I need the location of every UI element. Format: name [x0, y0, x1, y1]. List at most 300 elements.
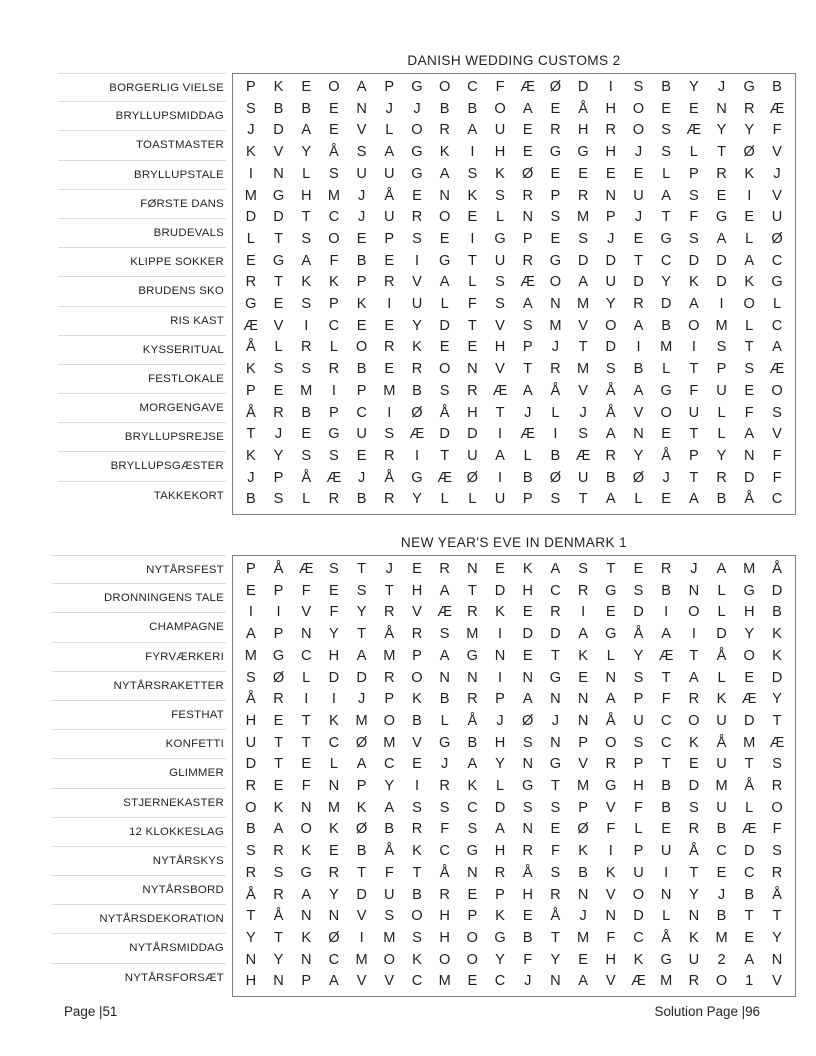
- grid-cell: N: [494, 647, 506, 664]
- grid-cell: I: [608, 843, 613, 860]
- grid-cell: E: [661, 491, 672, 508]
- grid-row: [237, 602, 791, 624]
- grid-cell: M: [244, 647, 257, 664]
- grid-cell: D: [550, 626, 561, 643]
- grid-cell: M: [577, 209, 590, 226]
- grid-cell: J: [662, 469, 670, 486]
- grid-cell: U: [494, 491, 506, 508]
- grid-cell: D: [743, 843, 755, 860]
- grid-cell: Æ: [631, 973, 646, 990]
- grid-cell: O: [328, 230, 340, 247]
- grid-cell: M: [715, 929, 728, 946]
- grid-cell: B: [716, 908, 727, 925]
- grid-cell: L: [717, 582, 726, 599]
- grid-cell: Å: [245, 339, 256, 356]
- grid-cell: B: [772, 604, 782, 621]
- grid-cell: G: [300, 864, 312, 881]
- grid-cell: Y: [412, 491, 422, 508]
- word-list-item: NYTÅRSKYS: [52, 847, 226, 876]
- grid-cell: T: [495, 404, 505, 421]
- grid-cell: L: [302, 165, 311, 182]
- grid-cell: G: [605, 778, 617, 795]
- grid-cell: N: [300, 951, 312, 968]
- grid-row: [237, 229, 791, 251]
- grid-cell: S: [633, 79, 644, 95]
- grid-cell: O: [494, 100, 506, 117]
- grid-cell: G: [466, 647, 479, 664]
- grid-cell: N: [273, 165, 284, 182]
- grid-cell: S: [578, 426, 588, 443]
- grid-cell: M: [577, 296, 590, 313]
- grid-cell: H: [577, 122, 589, 139]
- grid-cell: E: [356, 230, 367, 247]
- grid-cell: M: [300, 382, 313, 399]
- grid-cell: M: [383, 382, 396, 399]
- grid-cell: L: [662, 165, 671, 182]
- grid-cell: Æ: [769, 734, 785, 751]
- grid-cell: R: [550, 361, 561, 378]
- grid-cell: U: [577, 469, 589, 486]
- grid-cell: P: [384, 230, 395, 247]
- grid-cell: R: [605, 122, 617, 139]
- grid-cell: Ø: [549, 79, 562, 95]
- grid-cell: Å: [578, 100, 588, 117]
- grid-cell: I: [664, 604, 669, 621]
- grid-cell: D: [273, 122, 284, 139]
- grid-cell: B: [245, 821, 256, 838]
- grid-cell: K: [605, 864, 616, 881]
- grid-cell: R: [522, 252, 533, 269]
- grid-cell: C: [771, 317, 783, 334]
- grid-cell: Y: [716, 447, 727, 464]
- grid-cell: F: [689, 209, 699, 226]
- grid-cell: A: [356, 756, 367, 773]
- letter-grid-box-1: [232, 73, 796, 515]
- grid-cell: Å: [245, 886, 256, 903]
- grid-cell: S: [412, 230, 422, 247]
- grid-cell: P: [605, 209, 616, 226]
- grid-cell: V: [578, 382, 588, 399]
- grid-cell: G: [328, 426, 340, 443]
- grid-cell: Y: [633, 647, 644, 664]
- grid-cell: I: [553, 426, 558, 443]
- grid-cell: K: [578, 843, 588, 860]
- word-list-item: TAKKEKORT: [153, 489, 224, 502]
- grid-cell: B: [273, 100, 284, 117]
- grid-cell: S: [550, 799, 561, 816]
- grid-row: [237, 928, 791, 950]
- grid-cell: I: [387, 404, 392, 421]
- grid-cell: N: [439, 187, 450, 204]
- grid-cell: S: [384, 426, 395, 443]
- grid-cell: R: [688, 821, 700, 838]
- grid-cell: M: [715, 778, 728, 795]
- grid-cell: L: [745, 799, 754, 816]
- grid-cell: M: [743, 561, 756, 577]
- grid-cell: A: [301, 886, 312, 903]
- grid-cell: T: [301, 734, 311, 751]
- grid-cell: R: [771, 864, 783, 881]
- grid-cell: J: [634, 209, 643, 226]
- grid-cell: A: [688, 669, 699, 686]
- grid-cell: T: [661, 756, 671, 773]
- grid-cell: B: [301, 100, 312, 117]
- grid-cell: K: [688, 734, 699, 751]
- grid-cell: E: [273, 382, 284, 399]
- grid-cell: A: [301, 122, 312, 139]
- grid-cell: I: [470, 230, 475, 247]
- grid-cell: I: [359, 929, 364, 946]
- grid-cell: E: [633, 165, 644, 182]
- grid-cell: S: [301, 361, 312, 378]
- grid-row: [237, 733, 791, 755]
- word-list-2: [52, 534, 226, 993]
- grid-cell: C: [467, 799, 478, 816]
- grid-cell: H: [494, 734, 506, 751]
- grid-cell: Y: [772, 929, 782, 946]
- grid-cell: I: [304, 691, 309, 708]
- grid-cell: H: [605, 951, 617, 968]
- grid-cell: B: [661, 317, 672, 334]
- grid-cell: D: [743, 712, 755, 729]
- grid-cell: T: [550, 929, 560, 946]
- grid-cell: E: [605, 165, 616, 182]
- grid-cell: V: [605, 799, 616, 816]
- grid-cell: L: [772, 296, 782, 313]
- grid-cell: T: [550, 647, 560, 664]
- grid-cell: L: [329, 339, 338, 356]
- grid-cell: S: [550, 491, 561, 508]
- grid-cell: G: [743, 79, 755, 95]
- grid-cell: E: [522, 122, 533, 139]
- grid-cell: L: [634, 491, 643, 508]
- grid-cell: D: [716, 626, 727, 643]
- grid-cell: R: [688, 973, 700, 990]
- grid-cell: A: [439, 647, 450, 664]
- grid-cell: K: [688, 274, 699, 291]
- grid-cell: T: [274, 274, 283, 291]
- grid-cell: G: [549, 144, 562, 161]
- grid-cell: P: [522, 230, 533, 247]
- grid-cell: I: [387, 296, 392, 313]
- grid-cell: N: [300, 908, 312, 925]
- grid-cell: B: [772, 79, 782, 95]
- grid-cell: M: [355, 712, 368, 729]
- word-list-item: GLIMMER: [52, 759, 226, 788]
- grid-cell: U: [633, 187, 644, 204]
- grid-cell: G: [466, 843, 479, 860]
- grid-cell: Å: [772, 886, 782, 903]
- grid-cell: B: [633, 361, 644, 378]
- grid-cell: K: [772, 647, 782, 664]
- grid-cell: J: [579, 908, 587, 925]
- grid-cell: S: [329, 447, 339, 464]
- grid-cell: A: [688, 296, 699, 313]
- grid-cell: Y: [772, 691, 782, 708]
- grid-cell: T: [274, 230, 283, 247]
- grid-cell: S: [439, 626, 450, 643]
- grid-cell: Y: [356, 604, 367, 621]
- grid-cell: R: [771, 778, 783, 795]
- grid-cell: Å: [467, 712, 478, 729]
- grid-cell: T: [301, 712, 311, 729]
- grid-cell: S: [467, 821, 478, 838]
- grid-cell: N: [605, 908, 617, 925]
- word-list-item: FESTHAT: [52, 701, 226, 730]
- grid-cell: R: [716, 165, 727, 182]
- grid-cell: C: [716, 843, 727, 860]
- grid-cell: C: [328, 734, 340, 751]
- grid-cell: B: [412, 382, 422, 399]
- grid-cell: J: [579, 404, 587, 421]
- grid-cell: R: [273, 843, 284, 860]
- grid-cell: R: [384, 274, 395, 291]
- grid-cell: V: [578, 756, 588, 773]
- grid-cell: K: [412, 339, 422, 356]
- grid-cell: E: [744, 209, 755, 226]
- word-list-item: KYSSERITUAL: [58, 336, 226, 365]
- grid-cell: V: [412, 274, 422, 291]
- grid-cell: D: [577, 252, 589, 269]
- grid-cell: P: [273, 469, 284, 486]
- grid-cell: M: [743, 734, 756, 751]
- grid-cell: C: [411, 973, 423, 990]
- grid-cell: K: [412, 951, 422, 968]
- grid-cell: N: [550, 973, 561, 990]
- grid-cell: Æ: [575, 447, 591, 464]
- grid-cell: S: [495, 296, 505, 313]
- grid-cell: A: [716, 230, 727, 247]
- grid-cell: S: [412, 799, 422, 816]
- grid-cell: E: [356, 317, 367, 334]
- grid-cell: H: [633, 778, 644, 795]
- grid-cell: R: [522, 187, 533, 204]
- grid-row: [237, 489, 791, 511]
- grid-cell: A: [301, 252, 312, 269]
- page-footer: [0, 1004, 816, 1030]
- grid-cell: T: [578, 491, 588, 508]
- grid-cell: P: [633, 691, 644, 708]
- grid-cell: K: [301, 929, 312, 946]
- grid-cell: C: [439, 843, 450, 860]
- grid-cell: H: [743, 604, 755, 621]
- grid-cell: C: [660, 734, 672, 751]
- grid-cell: F: [440, 821, 450, 838]
- grid-cell: E: [550, 100, 561, 117]
- grid-cell: M: [383, 929, 396, 946]
- grid-cell: E: [329, 122, 339, 139]
- grid-cell: S: [550, 864, 561, 881]
- grid-cell: R: [273, 691, 284, 708]
- grid-cell: D: [328, 669, 340, 686]
- grid-cell: Y: [384, 778, 395, 795]
- grid-cell: B: [661, 79, 672, 95]
- grid-cell: J: [357, 187, 366, 204]
- grid-cell: G: [272, 187, 285, 204]
- grid-cell: H: [245, 973, 257, 990]
- grid-cell: U: [716, 756, 727, 773]
- grid-cell: E: [384, 361, 395, 378]
- word-list-item: NYTÅRSFEST: [52, 555, 226, 584]
- grid-cell: S: [245, 843, 256, 860]
- grid-cell: R: [467, 382, 478, 399]
- grid-cell: A: [578, 973, 588, 990]
- grid-cell: A: [605, 491, 616, 508]
- grid-cell: A: [467, 756, 478, 773]
- grid-cell: S: [772, 843, 782, 860]
- grid-cell: F: [384, 864, 394, 881]
- grid-cell: O: [411, 669, 423, 686]
- grid-cell: I: [414, 447, 419, 464]
- grid-cell: T: [689, 426, 699, 443]
- grid-cell: Ø: [272, 669, 285, 686]
- grid-cell: K: [329, 274, 339, 291]
- grid-cell: M: [715, 317, 728, 334]
- grid-cell: E: [522, 908, 533, 925]
- grid-cell: L: [246, 230, 255, 247]
- grid-cell: M: [244, 187, 257, 204]
- grid-cell: E: [301, 756, 312, 773]
- grid-cell: G: [494, 929, 506, 946]
- grid-cell: O: [549, 274, 562, 291]
- grid-cell: O: [605, 317, 617, 334]
- grid-cell: E: [578, 165, 588, 182]
- grid-cell: E: [522, 144, 533, 161]
- grid-cell: N: [633, 426, 644, 443]
- grid-cell: N: [743, 447, 755, 464]
- grid-cell: A: [716, 561, 727, 577]
- grid-cell: T: [412, 864, 422, 881]
- grid-cell: E: [522, 604, 533, 621]
- grid-cell: Y: [605, 296, 616, 313]
- grid-cell: E: [633, 561, 644, 577]
- grid-cell: E: [467, 209, 478, 226]
- grid-cell: L: [329, 756, 338, 773]
- grid-cell: P: [329, 296, 339, 313]
- grid-row: [237, 863, 791, 885]
- grid-cell: Æ: [326, 469, 342, 486]
- grid-cell: L: [634, 821, 643, 838]
- grid-cell: S: [384, 908, 395, 925]
- grid-cell: R: [439, 778, 450, 795]
- grid-cell: E: [329, 582, 339, 599]
- grid-cell: P: [412, 647, 422, 664]
- grid-cell: Y: [744, 626, 755, 643]
- grid-cell: O: [300, 821, 312, 838]
- word-list-item: BRYLLUPSREJSE: [58, 423, 226, 452]
- grid-cell: H: [605, 100, 617, 117]
- grid-row: [237, 164, 791, 186]
- grid-cell: N: [273, 973, 284, 990]
- grid-cell: V: [356, 122, 367, 139]
- grid-cell: B: [550, 447, 561, 464]
- word-list-1: [58, 52, 226, 511]
- grid-cell: E: [245, 252, 256, 269]
- grid-cell: G: [771, 274, 783, 291]
- grid-cell: A: [439, 274, 450, 291]
- grid-cell: R: [494, 864, 506, 881]
- word-list-item: BRUDEVALS: [58, 219, 226, 248]
- grid-cell: Å: [384, 626, 395, 643]
- grid-cell: P: [273, 582, 284, 599]
- grid-cell: N: [605, 669, 617, 686]
- grid-cell: D: [577, 79, 589, 95]
- grid-cell: Å: [245, 404, 256, 421]
- grid-cell: K: [412, 691, 422, 708]
- grid-cell: R: [273, 404, 284, 421]
- grid-cell: R: [245, 864, 257, 881]
- grid-cell: F: [467, 296, 477, 313]
- grid-cell: H: [522, 886, 533, 903]
- grid-row: [237, 316, 791, 338]
- grid-cell: V: [356, 908, 367, 925]
- grid-cell: Å: [550, 382, 561, 399]
- grid-cell: N: [467, 561, 478, 577]
- letter-grid-box-2: [232, 555, 796, 997]
- grid-cell: A: [356, 79, 367, 95]
- grid-cell: R: [743, 100, 755, 117]
- grid-cell: B: [661, 582, 672, 599]
- grid-cell: Y: [716, 122, 727, 139]
- grid-cell: I: [747, 187, 752, 204]
- grid-cell: U: [356, 165, 367, 182]
- grid-cell: K: [329, 712, 339, 729]
- grid-cell: R: [550, 122, 561, 139]
- grid-cell: P: [688, 165, 699, 182]
- grid-cell: U: [716, 799, 727, 816]
- grid-cell: C: [660, 712, 672, 729]
- grid-cell: U: [356, 426, 367, 443]
- grid-row: [237, 424, 791, 446]
- grid-cell: T: [661, 669, 671, 686]
- word-list-item: NYTÅRSBORD: [52, 876, 226, 905]
- grid-cell: Å: [439, 404, 450, 421]
- grid-cell: F: [329, 252, 339, 269]
- grid-cell: I: [719, 296, 724, 313]
- puzzle-grid-side-2: [232, 534, 796, 997]
- grid-cell: E: [744, 382, 755, 399]
- grid-cell: U: [660, 843, 672, 860]
- grid-cell: Å: [661, 929, 672, 946]
- grid-cell: O: [383, 951, 395, 968]
- grid-cell: H: [439, 929, 450, 946]
- grid-cell: E: [688, 100, 699, 117]
- grid-cell: P: [384, 79, 395, 95]
- grid-cell: R: [633, 296, 644, 313]
- grid-cell: G: [411, 165, 423, 182]
- grid-cell: U: [411, 296, 423, 313]
- grid-cell: F: [329, 604, 339, 621]
- grid-cell: R: [328, 361, 340, 378]
- grid-cell: S: [661, 122, 672, 139]
- grid-row: [237, 186, 791, 208]
- grid-cell: O: [771, 382, 783, 399]
- grid-cell: P: [495, 886, 505, 903]
- grid-cell: J: [690, 561, 698, 577]
- grid-cell: E: [301, 426, 312, 443]
- grid-cell: S: [772, 756, 782, 773]
- grid-cell: Å: [329, 144, 339, 161]
- grid-cell: K: [522, 561, 533, 577]
- letter-grid-1: [237, 77, 791, 511]
- grid-cell: S: [633, 582, 644, 599]
- grid-cell: T: [357, 864, 367, 881]
- footer-page-number: Page |51: [64, 1004, 118, 1019]
- grid-cell: H: [245, 712, 257, 729]
- grid-cell: A: [744, 252, 755, 269]
- puzzle-grid-side-1: [232, 52, 796, 515]
- word-list-item: BORGERLIG VIELSE: [58, 73, 226, 102]
